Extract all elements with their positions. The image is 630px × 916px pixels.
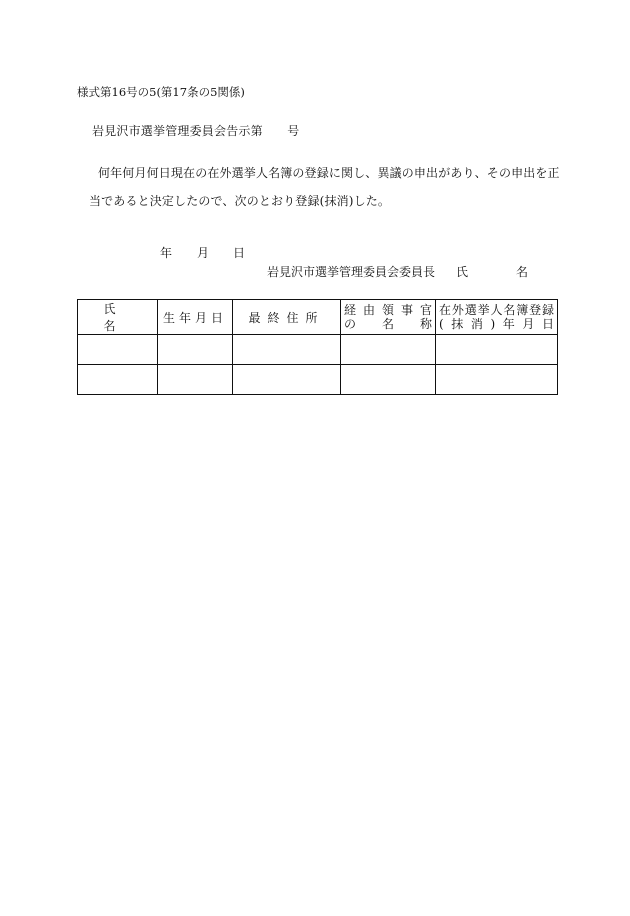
table-cell	[78, 335, 158, 365]
date-day: 日	[233, 246, 246, 260]
table-cell	[78, 365, 158, 395]
header-register-bottom: (抹消)年月日	[439, 317, 554, 331]
header-name: 氏 名	[78, 300, 158, 335]
date-line	[160, 246, 245, 260]
table-cell	[158, 335, 233, 365]
table-row	[78, 335, 558, 365]
signer-line	[267, 265, 528, 279]
signer-organization: 岩見沢市選挙管理委員会委員長	[267, 265, 436, 279]
table-cell	[436, 365, 558, 395]
header-consulate-top: 経由領事官	[344, 303, 432, 317]
table-cell	[158, 365, 233, 395]
header-last-address: 最終住所	[233, 300, 341, 335]
header-consulate-bottom: の 名 称	[344, 317, 432, 331]
table-cell	[341, 365, 436, 395]
table-cell	[341, 335, 436, 365]
notice-body-line-1: 何年何月何日現在の在外選挙人名簿の登録に関し、異議の申出があり、その申出を正	[98, 166, 560, 180]
notice-title: 岩見沢市選挙管理委員会告示第 号	[92, 124, 300, 138]
signer-surname: 氏	[456, 265, 469, 279]
form-number-label: 様式第16号の5(第17条の5関係)	[77, 85, 245, 99]
table-row	[78, 365, 558, 395]
registration-table	[77, 299, 558, 395]
header-register-top: 在外選挙人名簿登録	[439, 303, 554, 317]
table-cell	[233, 365, 341, 395]
table-cell	[233, 335, 341, 365]
header-birth-date: 生年月日	[158, 300, 233, 335]
table-header-row	[78, 300, 558, 335]
header-consulate	[341, 300, 436, 335]
date-year: 年	[160, 246, 173, 260]
table-cell	[436, 335, 558, 365]
date-month: 月	[197, 246, 210, 260]
signer-given-name: 名	[516, 265, 529, 279]
notice-body-line-2: 当であると決定したので、次のとおり登録(抹消)した。	[89, 194, 391, 208]
header-register-date	[436, 300, 558, 335]
